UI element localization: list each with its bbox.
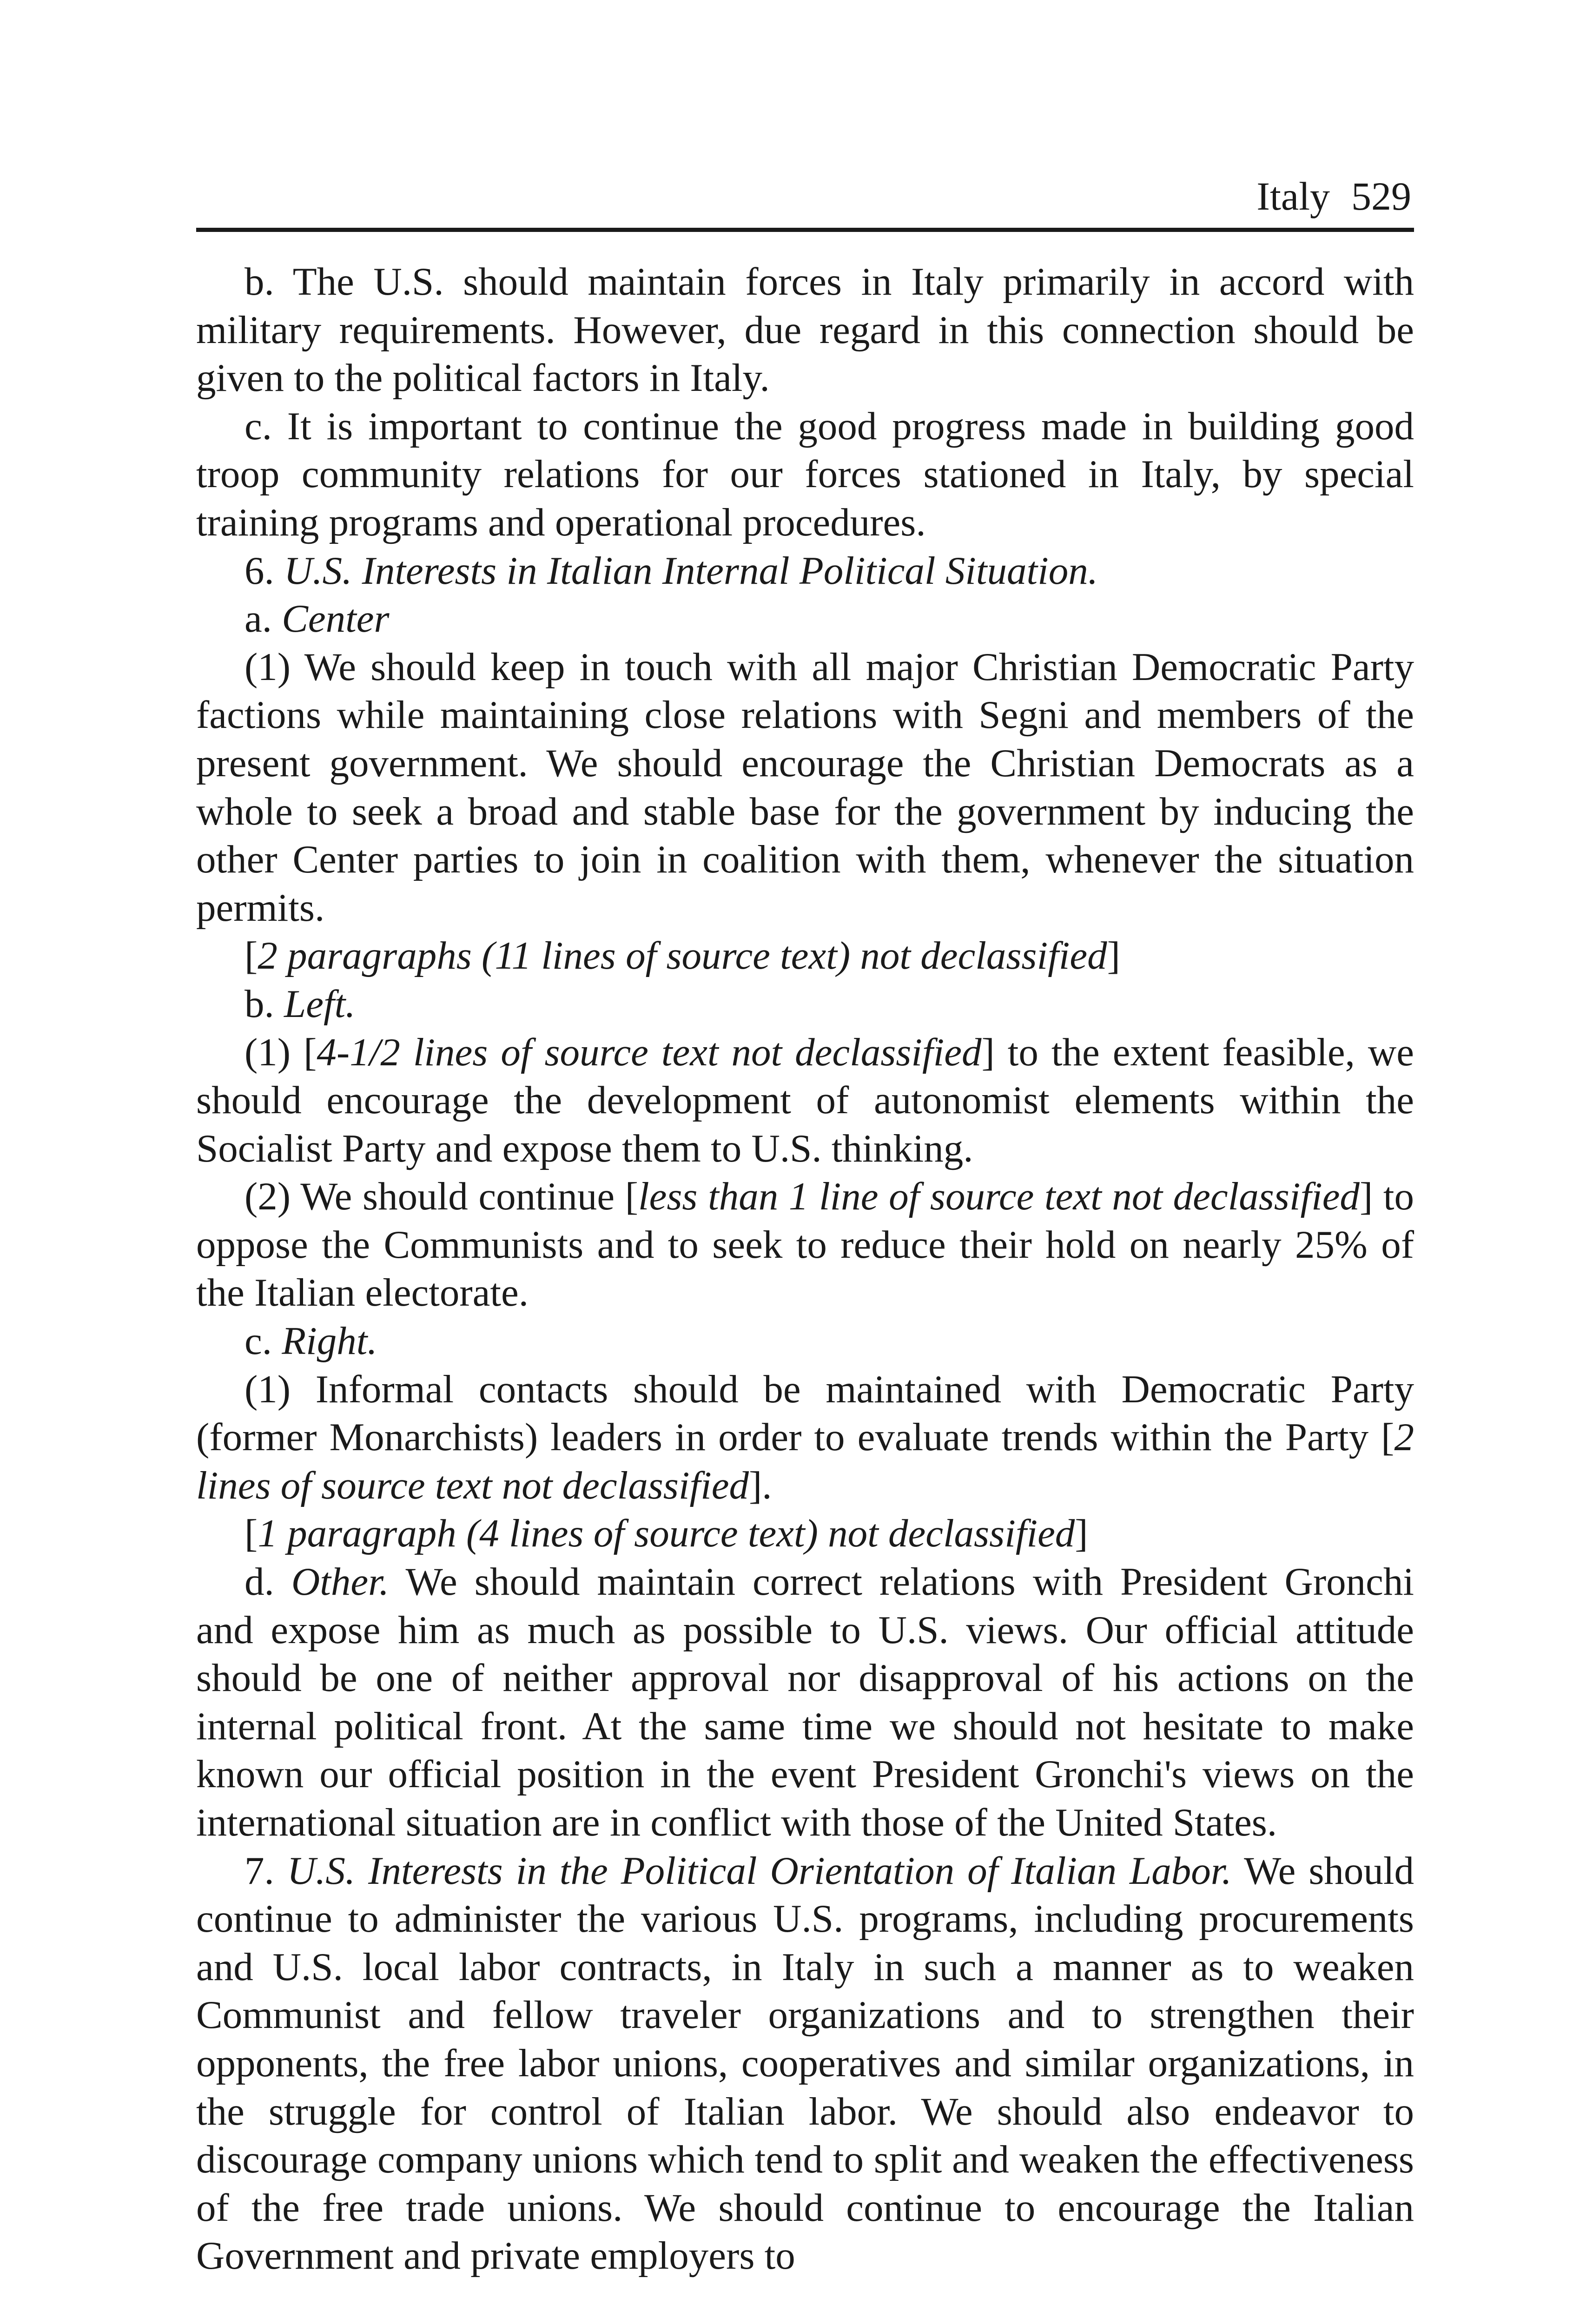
subheading-letter: b. <box>245 982 284 1026</box>
text-run: (1) [ <box>245 1030 317 1074</box>
bracket-close: ] <box>1075 1512 1088 1556</box>
subheading-letter: c. <box>245 1319 282 1363</box>
paragraph-5c: c. It is important to continue the good progress made in building good troop community relations for our forces stationed in Italy, by special training programs and operational procedures. <box>196 404 1414 544</box>
redaction-note: 2 lines of source text not declassified <box>196 1415 1414 1507</box>
subheading-title: Other. <box>291 1560 389 1604</box>
paragraph-5b: b. The U.S. should maintain forces in Italy primarily in accord with military requirements. However, due regard in this connection should be given to the political factors in Italy. <box>196 260 1414 400</box>
text-run: ] to the extent feasible, we should encourage the development of autonomist elements within the Socialist Party and expose them to U.S. thinking. <box>196 1030 1414 1170</box>
paragraph-left-1 <box>196 1029 1414 1173</box>
subheading-left <box>196 980 1414 1029</box>
section-title: U.S. Interests in the Political Orientation of Italian Labor. <box>287 1849 1232 1893</box>
paragraph-right-1 <box>196 1366 1414 1510</box>
section-title: U.S. Interests in Italian Internal Political Situation. <box>284 548 1098 593</box>
subheading-title: Right. <box>282 1319 377 1363</box>
text-run: We should continue to administer the various U.S. programs, including procurements and U.S. local labor contracts, in Italy in such a manner as to weaken Communist and fellow traveler organizations and to strengthen their opponents, the free labor unions, cooperatives and similar organizations, in the struggle for control of Italian labor. We should also endeavor to discourage company unions which tend to split and weaken the effectiveness of the free trade unions. We should continue to encourage the Italian Government and private employers to <box>196 1849 1414 2278</box>
section-7-paragraph <box>196 1847 1414 2280</box>
subheading-right <box>196 1317 1414 1366</box>
page-number: 529 <box>1351 174 1411 218</box>
text-run: (2) We should continue [ <box>245 1175 638 1219</box>
bracket-close: ] <box>1107 934 1120 978</box>
body-text <box>196 258 1414 2280</box>
running-title: Italy <box>1256 174 1330 218</box>
text-run: (1) Informal contacts should be maintained with Democratic Party (former Monarchists) leaders in order to evaluate trends within the Party [ <box>196 1367 1414 1459</box>
redaction-note: 4-1/2 lines of source text not declassified <box>317 1030 982 1074</box>
redaction-note: less than 1 line of source text not declassified <box>638 1175 1360 1219</box>
text-run: ]. <box>748 1463 772 1507</box>
text-run: We should maintain correct relations with President Gronchi and expose him as much as possible to U.S. views. Our official attitude should be one of neither approval nor disapproval of his actions on the internal political front. At the same time we should not hesitate to make known our official position in the event President Gronchi's views on the international situation are in conflict with those of the United States. <box>196 1560 1414 1844</box>
paragraph-other <box>196 1558 1414 1847</box>
section-heading-6 <box>196 547 1414 595</box>
paragraph-center-1: (1) We should keep in touch with all major Christian Democratic Party factions while maintaining close relations with Segni and members of the present government. We should encourage the Christian Democrats as a whole to seek a broad and stable base for the government by inducing the other Center parties to join in coalition with them, whenever the situation permits. <box>196 645 1414 930</box>
subheading-title: Left. <box>284 982 356 1026</box>
subheading-letter: a. <box>245 597 282 641</box>
bracket-open: [ <box>245 1512 258 1556</box>
subheading-letter: d. <box>245 1560 291 1604</box>
not-declassified-note <box>196 932 1414 980</box>
text-run: ] to oppose the Communists and to seek to reduce their hold on nearly 25% of the Italian electorate. <box>196 1175 1414 1315</box>
document-page <box>196 173 1414 2280</box>
section-number: 7. <box>245 1849 287 1893</box>
header-rule <box>196 228 1414 232</box>
subheading-title: Center <box>282 597 390 641</box>
subheading-center <box>196 595 1414 643</box>
bracket-open: [ <box>245 934 258 978</box>
paragraph-left-2 <box>196 1173 1414 1317</box>
section-number: 6. <box>245 548 284 593</box>
note-text: 2 paragraphs (11 lines of source text) not declassified <box>258 934 1107 978</box>
not-declassified-note <box>196 1510 1414 1558</box>
running-head <box>196 173 1414 219</box>
note-text: 1 paragraph (4 lines of source text) not declassified <box>258 1512 1075 1556</box>
